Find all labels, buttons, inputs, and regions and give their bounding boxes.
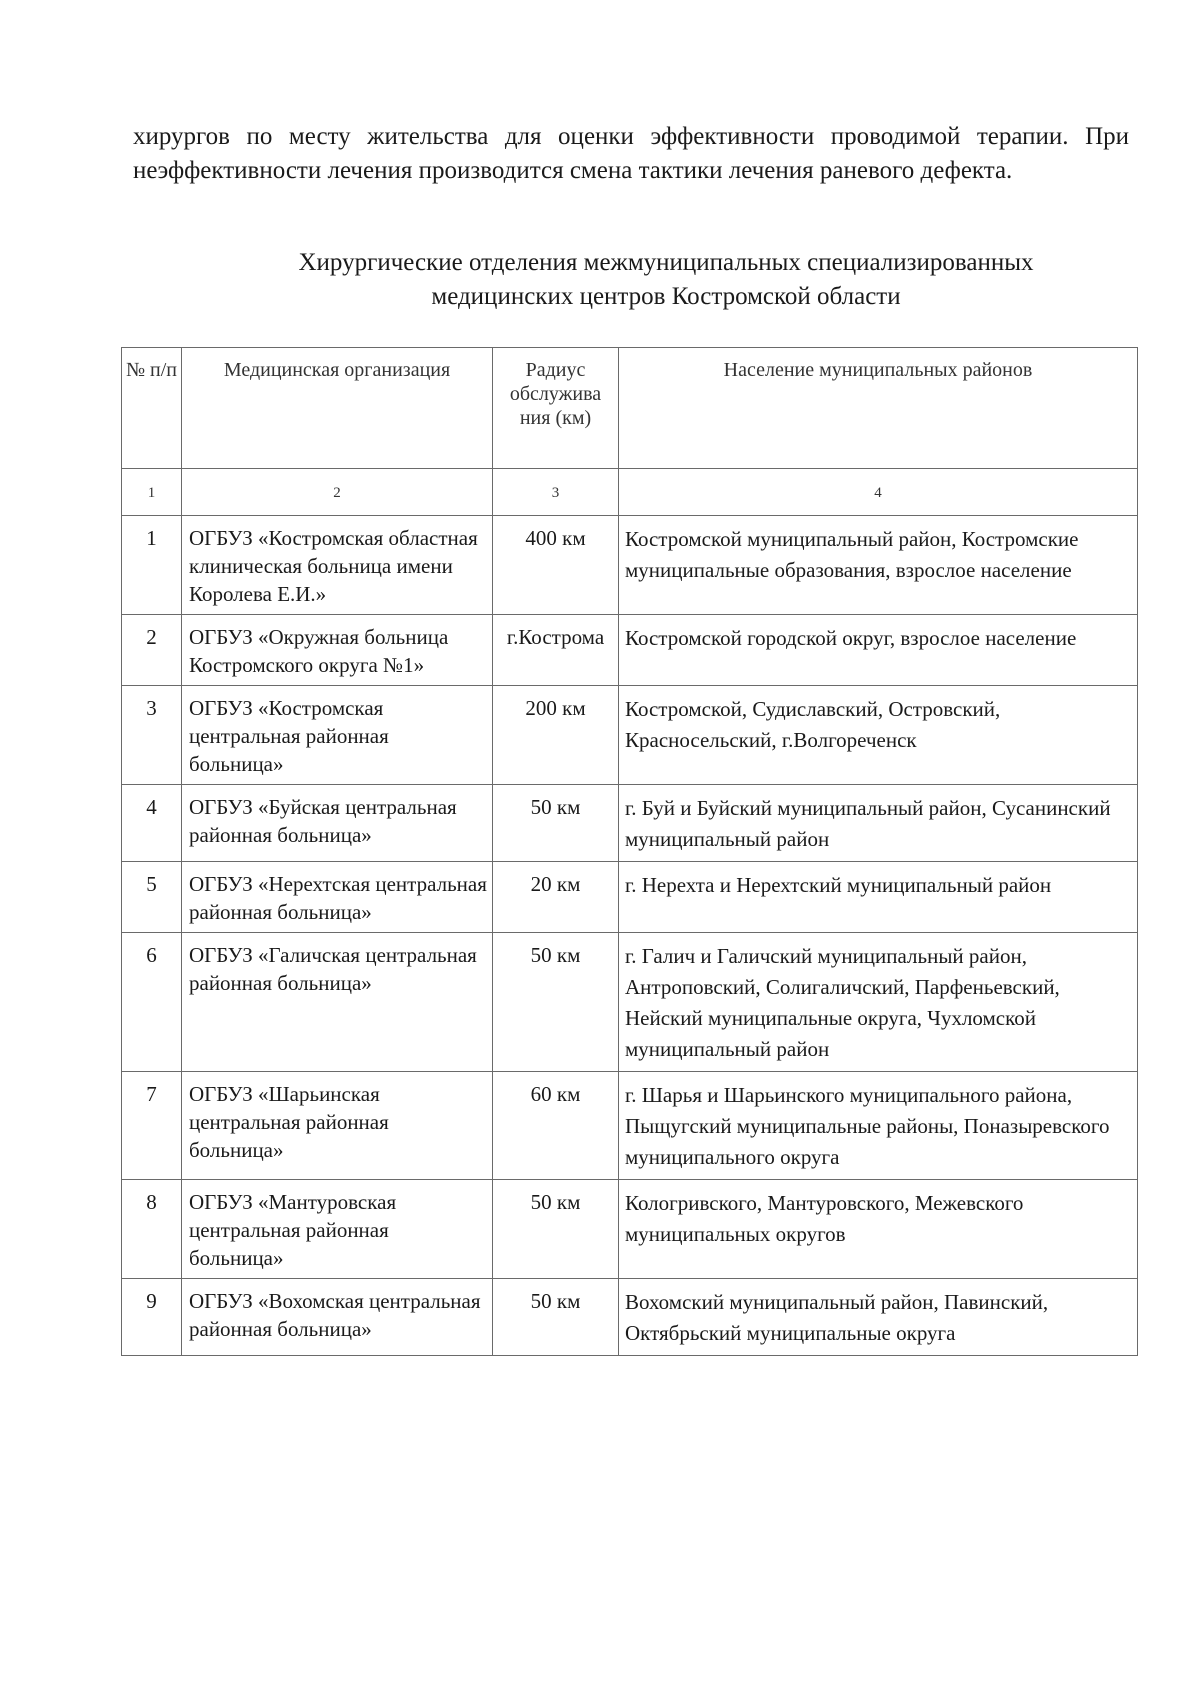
row-radius: 50 км — [493, 785, 619, 862]
table-header-row — [122, 348, 1138, 469]
row-number: 7 — [122, 1072, 182, 1180]
intro-paragraph: хирургов по месту жительства для оценки эффективности проводимой терапии. При неэффективности лечения производится смена тактики лечения раневого дефекта. — [133, 123, 1129, 184]
column-number-3: 3 — [493, 469, 619, 516]
header-number: № п/п — [122, 348, 182, 469]
table-row — [122, 1279, 1138, 1356]
row-population: Костромской, Судиславский, Островский, Красносельский, г.Волгореченск — [619, 686, 1138, 785]
row-population: г. Галич и Галичский муниципальный район, Антроповский, Солигаличский, Парфеньевский, Нейский муниципальные округа, Чухломской муниципальный район — [619, 933, 1138, 1072]
row-population: г. Буй и Буйский муниципальный район, Сусанинский муниципальный район — [619, 785, 1138, 862]
row-population: Кологривского, Мантуровского, Межевского муниципальных округов — [619, 1180, 1138, 1279]
row-population: г. Шарья и Шарьинского муниципального района, Пыщугский муниципальные районы, Поназыревского муниципального округа — [619, 1072, 1138, 1180]
row-number: 5 — [122, 862, 182, 933]
row-organization: ОГБУЗ «Галичская центральная районная больница» — [182, 933, 493, 1072]
row-population: г. Нерехта и Нерехтский муниципальный район — [619, 862, 1138, 933]
table-row — [122, 516, 1138, 615]
row-number: 9 — [122, 1279, 182, 1356]
medical-centers-table — [121, 347, 1138, 1356]
row-organization: ОГБУЗ «Буйская центральная районная больница» — [182, 785, 493, 862]
row-organization: ОГБУЗ «Окружная больница Костромского округа №1» — [182, 615, 493, 686]
table-row — [122, 686, 1138, 785]
row-organization: ОГБУЗ «Костромская областная клиническая больница имени Королева Е.И.» — [182, 516, 493, 615]
row-number: 3 — [122, 686, 182, 785]
row-radius: 400 км — [493, 516, 619, 615]
row-number: 1 — [122, 516, 182, 615]
table-title — [133, 246, 1129, 314]
column-number-2: 2 — [182, 469, 493, 516]
row-population: Вохомский муниципальный район, Павинский, Октябрьский муниципальные округа — [619, 1279, 1138, 1356]
row-radius: 20 км — [493, 862, 619, 933]
table-title-line-2: медицинских центров Костромской области — [431, 283, 901, 310]
row-number: 4 — [122, 785, 182, 862]
table-row — [122, 1180, 1138, 1279]
row-radius: г.Кострома — [493, 615, 619, 686]
row-number: 6 — [122, 933, 182, 1072]
row-radius: 200 км — [493, 686, 619, 785]
row-population: Костромской городской округ, взрослое население — [619, 615, 1138, 686]
table-row — [122, 615, 1138, 686]
table-row — [122, 933, 1138, 1072]
row-radius: 60 км — [493, 1072, 619, 1180]
row-organization: ОГБУЗ «Шарьинская центральная районная больница» — [182, 1072, 493, 1180]
column-number-1: 1 — [122, 469, 182, 516]
row-number: 2 — [122, 615, 182, 686]
row-radius: 50 км — [493, 1180, 619, 1279]
row-number: 8 — [122, 1180, 182, 1279]
table-row — [122, 1072, 1138, 1180]
table-row — [122, 785, 1138, 862]
row-population: Костромской муниципальный район, Костромские муниципальные образования, взрослое население — [619, 516, 1138, 615]
table-row — [122, 862, 1138, 933]
row-organization: ОГБУЗ «Нерехтская центральная районная больница» — [182, 862, 493, 933]
row-organization: ОГБУЗ «Мантуровская центральная районная больница» — [182, 1180, 493, 1279]
table-title-line-1: Хирургические отделения межмуниципальных специализированных — [298, 249, 1034, 276]
header-population: Население муниципальных районов — [619, 348, 1138, 469]
column-number-4: 4 — [619, 469, 1138, 516]
row-organization: ОГБУЗ «Вохомская центральная районная больница» — [182, 1279, 493, 1356]
table-column-numbers-row — [122, 469, 1138, 516]
header-organization: Медицинская организация — [182, 348, 493, 469]
row-organization: ОГБУЗ «Костромская центральная районная больница» — [182, 686, 493, 785]
header-radius: Радиус обслужива ния (км) — [493, 348, 619, 469]
row-radius: 50 км — [493, 1279, 619, 1356]
row-radius: 50 км — [493, 933, 619, 1072]
